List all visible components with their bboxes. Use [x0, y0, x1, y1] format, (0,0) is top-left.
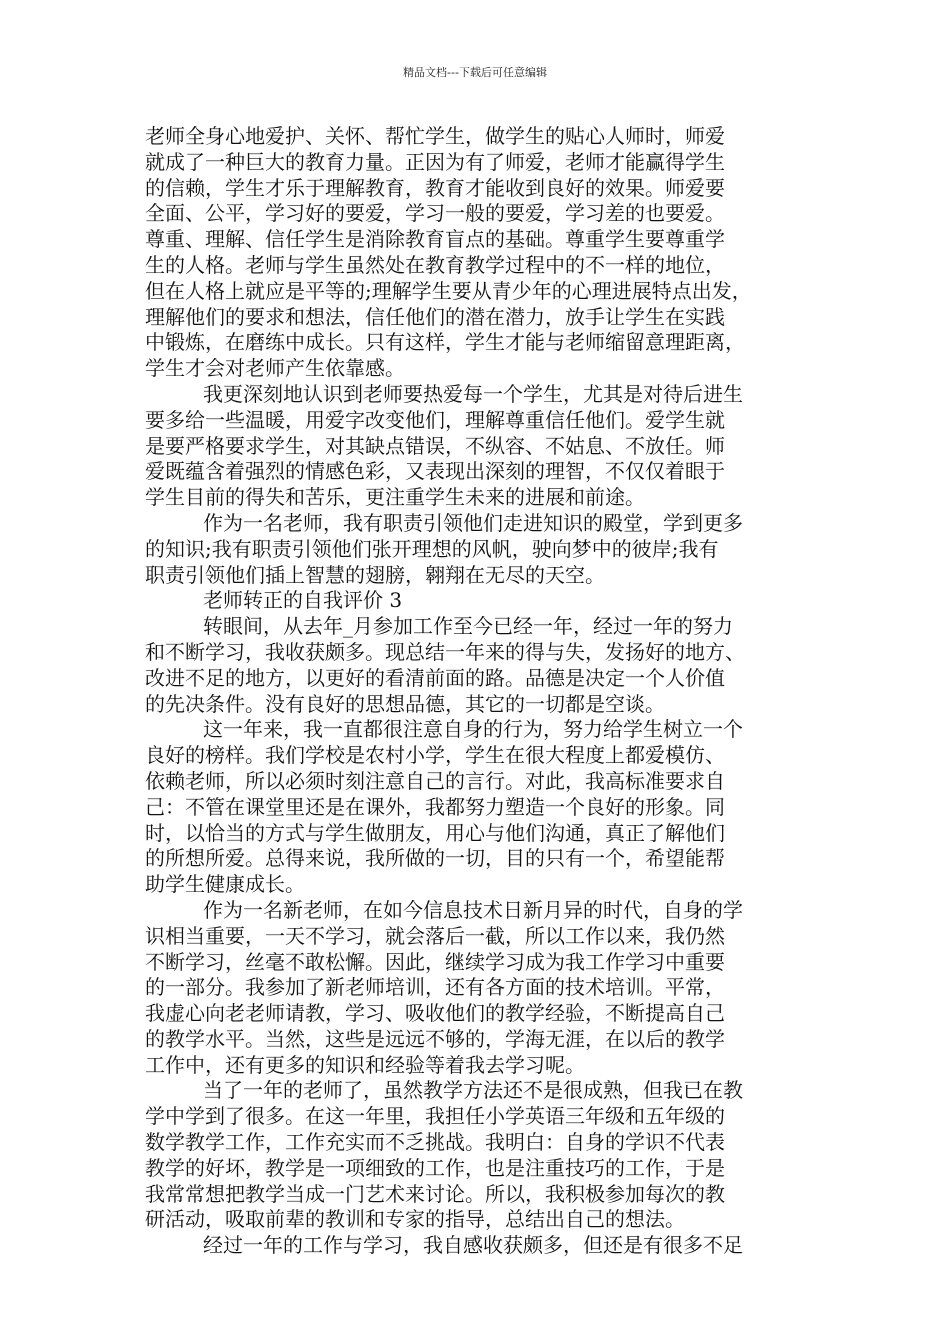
text-line: 中锻炼，在磨练中成长。只有这样，学生才能与老师缩留意理距离，: [145, 330, 745, 355]
text-line: 老师转正的自我评价 3: [203, 588, 403, 613]
text-line: 教学的好坏，教学是一项细致的工作，也是注重技巧的工作，于是: [145, 1155, 725, 1180]
text-line: 改进不足的地方，以更好的看清前面的路。品德是决定一个人价值: [145, 665, 725, 690]
text-line: 作为一名老师，我有职责引领他们走进知识的殿堂，学到更多: [203, 510, 743, 535]
text-line: 爱既蕴含着强烈的情感色彩，又表现出深刻的理智，不仅仅着眼于: [145, 459, 725, 484]
text-line: 要多给一些温暖，用爱字改变他们，理解尊重信任他们。爱学生就: [145, 407, 725, 432]
text-line: 老师全身心地爱护、关怀、帮忙学生，做学生的贴心人师时，师爱: [145, 124, 725, 148]
text-line: 和不断学习，我收获颇多。现总结一年来的得与失，发扬好的地方、: [145, 639, 745, 664]
text-line: 依赖老师，所以必须时刻注意自己的言行。对此，我高标准要求自: [145, 768, 725, 793]
text-line: 全面、公平，学习好的要爱，学习一般的要爱，学习差的也要爱。: [145, 201, 725, 226]
text-line: 我更深刻地认识到老师要热爱每一个学生，尤其是对待后进生: [203, 381, 743, 406]
text-line: 良好的榜样。我们学校是农村小学，学生在很大程度上都爱模仿、: [145, 743, 725, 768]
text-line: 识相当重要，一天不学习，就会落后一截，所以工作以来，我仍然: [145, 923, 725, 948]
text-line: 的先决条件。没有良好的思想品德，其它的一切都是空谈。: [145, 691, 665, 716]
text-line: 的信赖，学生才乐于理解教育，教育才能收到良好的效果。师爱要: [145, 175, 725, 200]
text-line: 的所想所爱。总得来说，我所做的一切，目的只有一个，希望能帮: [145, 846, 725, 871]
text-line: 工作中，还有更多的知识和经验等着我去学习呢。: [145, 1052, 585, 1077]
text-line: 学生才会对老师产生依靠感。: [145, 356, 405, 381]
text-line: 学中学到了很多。在这一年里，我担任小学英语三年级和五年级的: [145, 1104, 725, 1129]
text-line: 的教学水平。当然，这些是远远不够的，学海无涯，在以后的教学: [145, 1026, 725, 1051]
text-line: 职责引领他们插上智慧的翅膀，翱翔在无尽的天空。: [145, 562, 605, 587]
text-line: 的一部分。我参加了新老师培训，还有各方面的技术培训。平常，: [145, 975, 725, 1000]
text-line: 时，以恰当的方式与学生做朋友，用心与他们沟通，真正了解他们: [145, 820, 725, 845]
document-body: [145, 124, 810, 1259]
text-line: 我常常想把教学当成一门艺术来讨论。所以，我积极参加每次的教: [145, 1181, 725, 1206]
text-line: 是要严格要求学生，对其缺点错误，不纵容、不姑息、不放任。师: [145, 433, 725, 458]
text-line: 的知识;我有职责引领他们张开理想的风帆，驶向梦中的彼岸;我有: [145, 536, 719, 561]
text-line: 就成了一种巨大的教育力量。正因为有了师爱，老师才能赢得学生: [145, 149, 725, 174]
text-line: 不断学习，丝毫不敢松懈。因此，继续学习成为我工作学习中重要: [145, 949, 725, 974]
text-line: 尊重、理解、信任学生是消除教育盲点的基础。尊重学生要尊重学: [145, 227, 725, 252]
text-line: 但在人格上就应是平等的;理解学生要从青少年的心理进展特点出发，: [145, 278, 752, 303]
text-line: 我虚心向老老师请教，学习、吸收他们的教学经验，不断提高自己: [145, 1001, 725, 1026]
text-line: 理解他们的要求和想法，信任他们的潜在潜力，放手让学生在实践: [145, 304, 725, 329]
text-line: 经过一年的工作与学习，我自感收获颇多，但还是有很多不足: [203, 1233, 743, 1258]
text-line: 学生目前的得失和苦乐，更注重学生未来的进展和前途。: [145, 485, 645, 510]
text-line: 研活动，吸取前辈的教训和专家的指导，总结出自己的想法。: [145, 1207, 685, 1232]
text-line: 助学生健康成长。: [145, 872, 305, 897]
page-header: 精品文档---下载后可任意编辑: [403, 66, 547, 79]
text-line: 数学教学工作，工作充实而不乏挑战。我明白：自身的学识不代表: [145, 1130, 725, 1155]
text-line: 转眼间，从去年_月参加工作至今已经一年，经过一年的努力: [203, 614, 733, 639]
text-line: 作为一名新老师，在如今信息技术日新月异的时代，自身的学: [203, 897, 743, 922]
text-line: 这一年来，我一直都很注意自身的行为，努力给学生树立一个: [203, 717, 743, 742]
text-line: 当了一年的老师了，虽然教学方法还不是很成熟，但我已在教: [203, 1078, 743, 1103]
text-line: 己：不管在课堂里还是在课外，我都努力塑造一个良好的形象。同: [145, 794, 725, 819]
text-line: 生的人格。老师与学生虽然处在教育教学过程中的不一样的地位，: [145, 252, 725, 277]
